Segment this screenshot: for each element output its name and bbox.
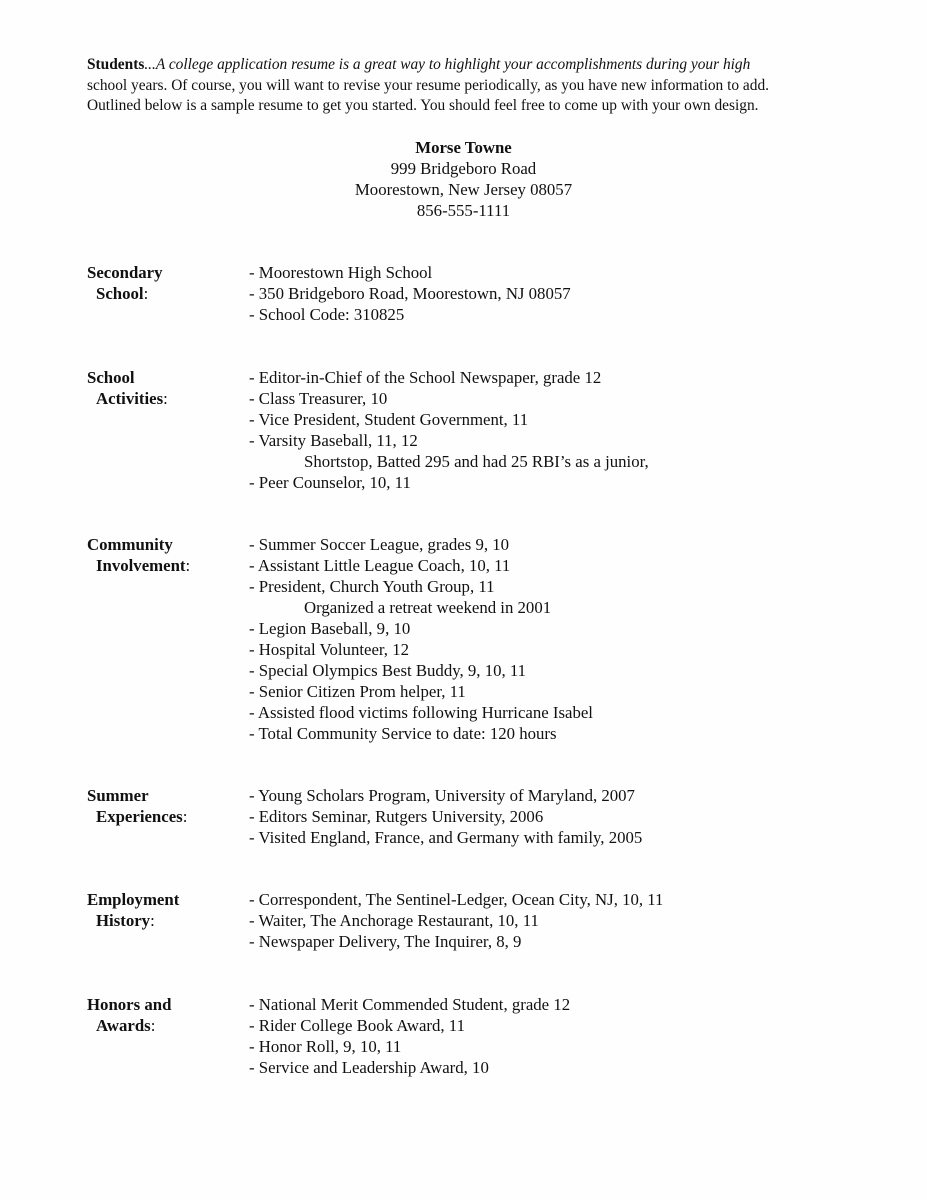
list-item: - Moorestown High School (249, 263, 433, 282)
section-label-line-1: Summer (87, 786, 149, 805)
section-label (87, 367, 247, 409)
list-item: - Varsity Baseball, 11, 12 (249, 431, 418, 450)
section-label (87, 889, 247, 931)
list-item: - Newspaper Delivery, The Inquirer, 8, 9 (249, 932, 522, 951)
list-item: - Assisted flood victims following Hurricane Isabel (249, 703, 593, 722)
list-item: - Vice President, Student Government, 11 (249, 410, 529, 429)
applicant-name: Morse Towne (415, 138, 512, 157)
section-label-line-2: Awards: (96, 1016, 156, 1035)
section-items (249, 785, 869, 848)
intro-paragraph (87, 55, 847, 117)
section-label-line-1: Employment (87, 890, 180, 909)
city-state-zip: Moorestown, New Jersey 08057 (354, 180, 573, 199)
section-label-line-2: Activities: (96, 389, 168, 408)
list-item: - Rider College Book Award, 11 (249, 1016, 465, 1035)
list-item: - Hospital Volunteer, 12 (249, 640, 409, 659)
list-item: - Correspondent, The Sentinel-Ledger, Ocean City, NJ, 10, 11 (249, 890, 664, 909)
list-item: - Special Olympics Best Buddy, 9, 10, 11 (249, 661, 527, 680)
section-label (87, 994, 247, 1036)
list-item: - Legion Baseball, 9, 10 (249, 619, 411, 638)
section-label-line-1: School (87, 368, 135, 387)
intro-italic-text: ...A college application resume is a great way to highlight your accomplishments during your high (144, 56, 751, 73)
section-label-line-1: Honors and (87, 995, 172, 1014)
section-label-line-1: Secondary (87, 263, 163, 282)
list-item: - Honor Roll, 9, 10, 11 (249, 1037, 402, 1056)
street-address: 999 Bridgeboro Road (390, 159, 537, 178)
list-item: - Total Community Service to date: 120 hours (249, 724, 557, 743)
list-item: - School Code: 310825 (249, 305, 405, 324)
intro-line-3: Outlined below is a sample resume to get you started. You should feel free to come up with your own design. (87, 97, 759, 114)
section-label-line-2: School: (96, 284, 149, 303)
section-label (87, 262, 247, 304)
list-item: - Editor-in-Chief of the School Newspaper, grade 12 (249, 368, 602, 387)
intro-line-1 (87, 55, 847, 76)
section-items (249, 534, 869, 744)
list-subitem: Organized a retreat weekend in 2001 (304, 598, 552, 617)
section-items (249, 889, 869, 952)
list-item: - Senior Citizen Prom helper, 11 (249, 682, 466, 701)
section-label-line-1: Community (87, 535, 173, 554)
section-label (87, 785, 247, 827)
list-item: - Waiter, The Anchorage Restaurant, 10, 11 (249, 911, 539, 930)
list-item: - Visited England, France, and Germany with family, 2005 (249, 828, 643, 847)
list-item: - Class Treasurer, 10 (249, 389, 388, 408)
section-items (249, 367, 869, 493)
list-item: - President, Church Youth Group, 11 (249, 577, 495, 596)
list-item: - Young Scholars Program, University of Maryland, 2007 (249, 786, 635, 805)
list-item: - Summer Soccer League, grades 9, 10 (249, 535, 510, 554)
section-items (249, 994, 869, 1078)
list-item: - Service and Leadership Award, 10 (249, 1058, 489, 1077)
section-label (87, 534, 247, 576)
section-label-line-2: Experiences: (96, 807, 188, 826)
section-items (249, 262, 869, 325)
list-item: - 350 Bridgeboro Road, Moorestown, NJ 08057 (249, 284, 571, 303)
list-item: - Editors Seminar, Rutgers University, 2006 (249, 807, 544, 826)
contact-header (0, 137, 927, 221)
list-item: - Peer Counselor, 10, 11 (249, 473, 411, 492)
list-item: - National Merit Commended Student, grade 12 (249, 995, 571, 1014)
list-subitem: Shortstop, Batted 295 and had 25 RBI’s as a junior, (304, 452, 649, 471)
section-label-line-2: History: (96, 911, 155, 930)
section-label-line-2: Involvement: (96, 556, 191, 575)
intro-lead: Students (87, 56, 145, 73)
list-item: - Assistant Little League Coach, 10, 11 (249, 556, 511, 575)
phone-number: 856-555-1111 (416, 201, 511, 220)
intro-line-2: school years. Of course, you will want to revise your resume periodically, as you have new information to add. (87, 76, 769, 94)
